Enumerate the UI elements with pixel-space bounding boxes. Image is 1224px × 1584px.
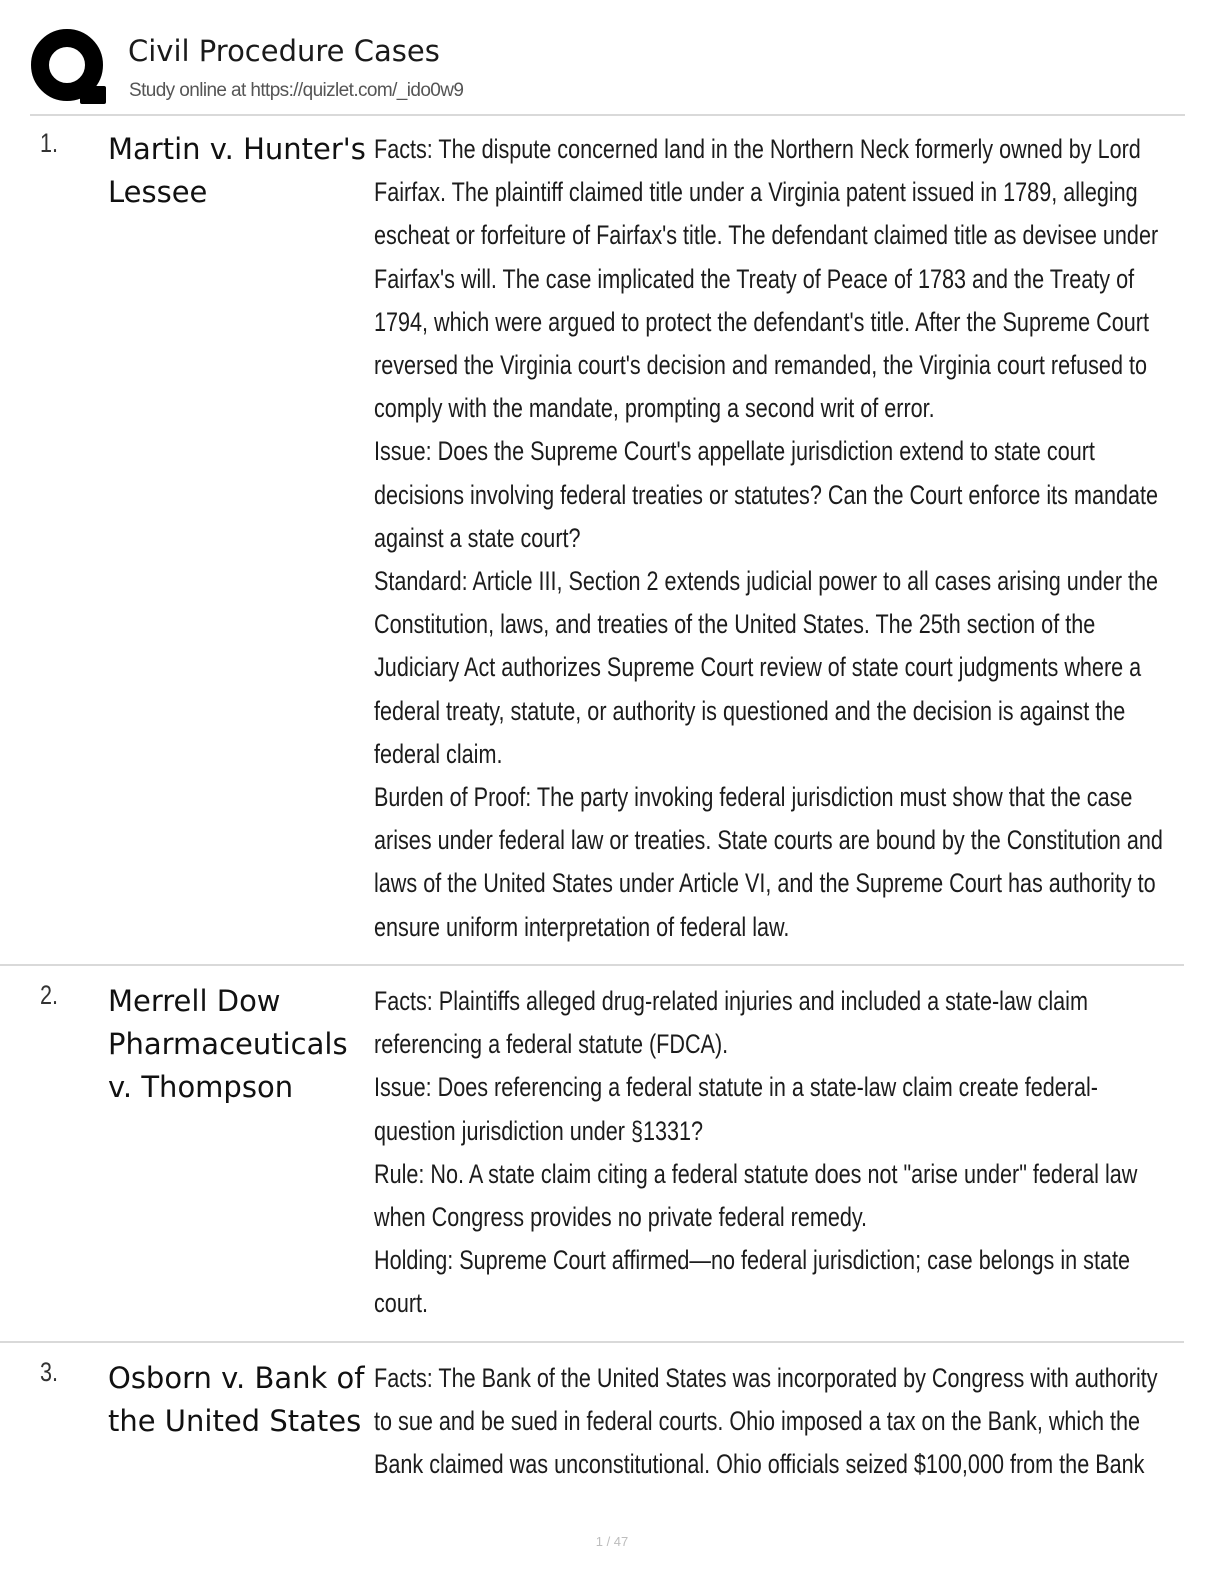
card-number: 2. <box>40 980 59 1010</box>
definition-paragraph: Facts: Plaintiffs alleged drug-related injuries and included a state-law claim referencing a federal statute (FDCA). <box>374 986 1088 1060</box>
card-definition <box>374 980 1166 1326</box>
definition-paragraph: Facts: The Bank of the United States was incorporated by Congress with authority to sue and be sued in federal courts. Ohio imposed a tax on the Bank, which the Bank claimed was unconstitutional. Ohio officials seized $100,000 from the Bank <box>374 1363 1158 1480</box>
definition-paragraph: Holding: Supreme Court affirmed—no federal jurisdiction; case belongs in state court. <box>374 1245 1130 1319</box>
card-term: Merrell Dow Pharmaceuticals v. Thompson <box>108 984 348 1104</box>
card-number: 3. <box>40 1357 59 1387</box>
term-card <box>0 128 1184 966</box>
definition-paragraph: Facts: The dispute concerned land in the Northern Neck formerly owned by Lord Fairfax. The plaintiff claimed title under a Virginia patent issued in 1789, alleging escheat or forfeiture of Fairfax's title. The defendant claimed title as devisee under Fairfax's will. The case implicated the Treaty of Peace of 1783 and the Treaty of 1794, which were argued to protect the defendant's title. After the Supreme Court reversed the Virginia court's decision and remanded, the Virginia court refused to comply with the mandate, prompting a second writ of error. <box>374 134 1159 424</box>
definition-paragraph: Rule: No. A state claim citing a federal statute does not "arise under" federal law when Congress provides no private federal remedy. <box>374 1158 1138 1233</box>
definition-paragraph: Issue: Does the Supreme Court's appellate jurisdiction extend to state court decisions involving federal treaties or statutes? Can the Court enforce its mandate against a state court? <box>374 436 1159 553</box>
card-number: 1. <box>40 128 59 158</box>
definition-paragraph: Standard: Article III, Section 2 extends judicial power to all cases arising under the Constitution, laws, and treaties of the United States. The 25th section of the Judiciary Act authorizes Supreme Court review of state court judgments where a federal treaty, statute, or authority is questioned and the decision is against the federal claim. <box>374 566 1159 769</box>
term-card <box>0 980 1184 1343</box>
card-term: Martin v. Hunter's Lessee <box>108 132 366 209</box>
page-number: 1 / 47 <box>595 1534 629 1549</box>
study-online-link[interactable]: Study online at https://quizlet.com/_ido0w9 <box>129 80 464 101</box>
definition-paragraph: Burden of Proof: The party invoking federal jurisdiction must show that the case arises under federal law or treaties. State courts are bound by the Constitution and laws of the United States under Article VI, and the Supreme Court has authority to ensure uniform interpretation of federal law. <box>374 782 1163 942</box>
card-definition <box>374 1357 1166 1487</box>
quizlet-q-logo-icon <box>30 28 110 108</box>
definition-paragraph: Issue: Does referencing a federal statute in a state-law claim create federal-question jurisdiction under §1331? <box>374 1072 1098 1146</box>
term-card <box>0 1357 1184 1487</box>
set-title: Civil Procedure Cases <box>128 34 440 68</box>
card-term: Osborn v. Bank of the United States <box>108 1361 365 1438</box>
page-header <box>30 28 1185 116</box>
card-definition <box>374 128 1166 949</box>
